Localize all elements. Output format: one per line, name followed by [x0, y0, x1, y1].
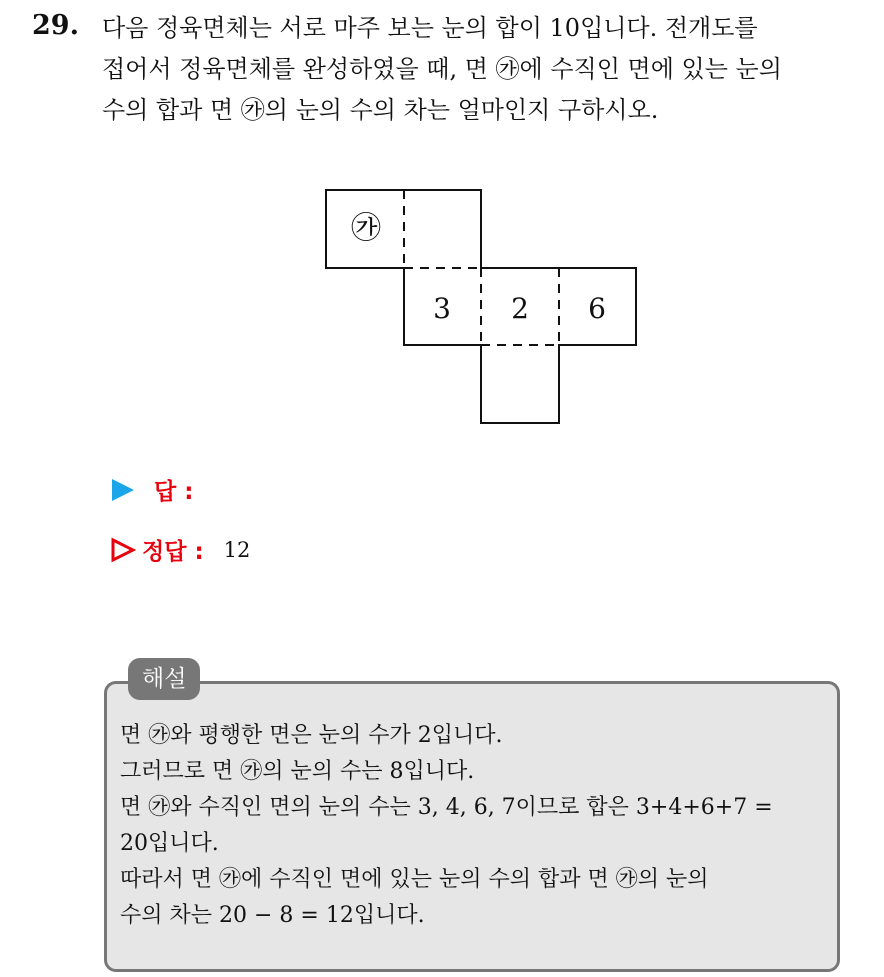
- net-face-bottom: [481, 345, 559, 423]
- question-line: 수의 합과 면 ㉮의 눈의 수의 차는 얼마인지 구하시오.: [102, 96, 659, 124]
- face-value-3: 3: [433, 292, 451, 325]
- explanation-line: 20입니다.: [120, 831, 219, 856]
- cube-net-diagram: [0, 0, 884, 470]
- explanation-line: 그러므로 면 ㉮의 눈의 수는 8입니다.: [120, 759, 475, 784]
- answer-input-row[interactable]: [110, 473, 193, 506]
- explanation-text: [120, 718, 832, 934]
- answer-label: 답 :: [154, 479, 194, 505]
- explanation-line: 수의 차는 20 − 8 = 12입니다.: [120, 903, 425, 928]
- explanation-line: 면 ㉮와 평행한 면은 눈의 수가 2입니다.: [120, 723, 503, 748]
- question-number: 29.: [32, 10, 79, 41]
- explanation-line: 따라서 면 ㉮에 수직인 면에 있는 눈의 수의 합과 면 ㉮의 눈의: [120, 867, 709, 892]
- outline-triangle-icon: [110, 537, 136, 563]
- net-face-top-right: [404, 190, 481, 268]
- explanation-title: 해설: [128, 658, 200, 700]
- face-value-6: 6: [588, 292, 606, 325]
- play-triangle-icon: [110, 477, 136, 503]
- correct-answer-row: [110, 533, 250, 566]
- explanation-line: 면 ㉮와 수직인 면의 눈의 수는 3, 4, 6, 7이므로 합은 3+4+6+7 =: [120, 795, 773, 820]
- question-line: 다음 정육면체는 서로 마주 보는 눈의 합이 10입니다. 전개도를: [102, 14, 758, 42]
- question-line: 접어서 정육면체를 완성하였을 때, 면 ㉮에 수직인 면에 있는 눈의: [102, 55, 782, 83]
- correct-answer-value: 12: [223, 537, 251, 562]
- face-value-2: 2: [511, 292, 529, 325]
- correct-answer-label: 정답 :: [142, 539, 204, 565]
- marked-face-label: ㉮: [351, 211, 381, 246]
